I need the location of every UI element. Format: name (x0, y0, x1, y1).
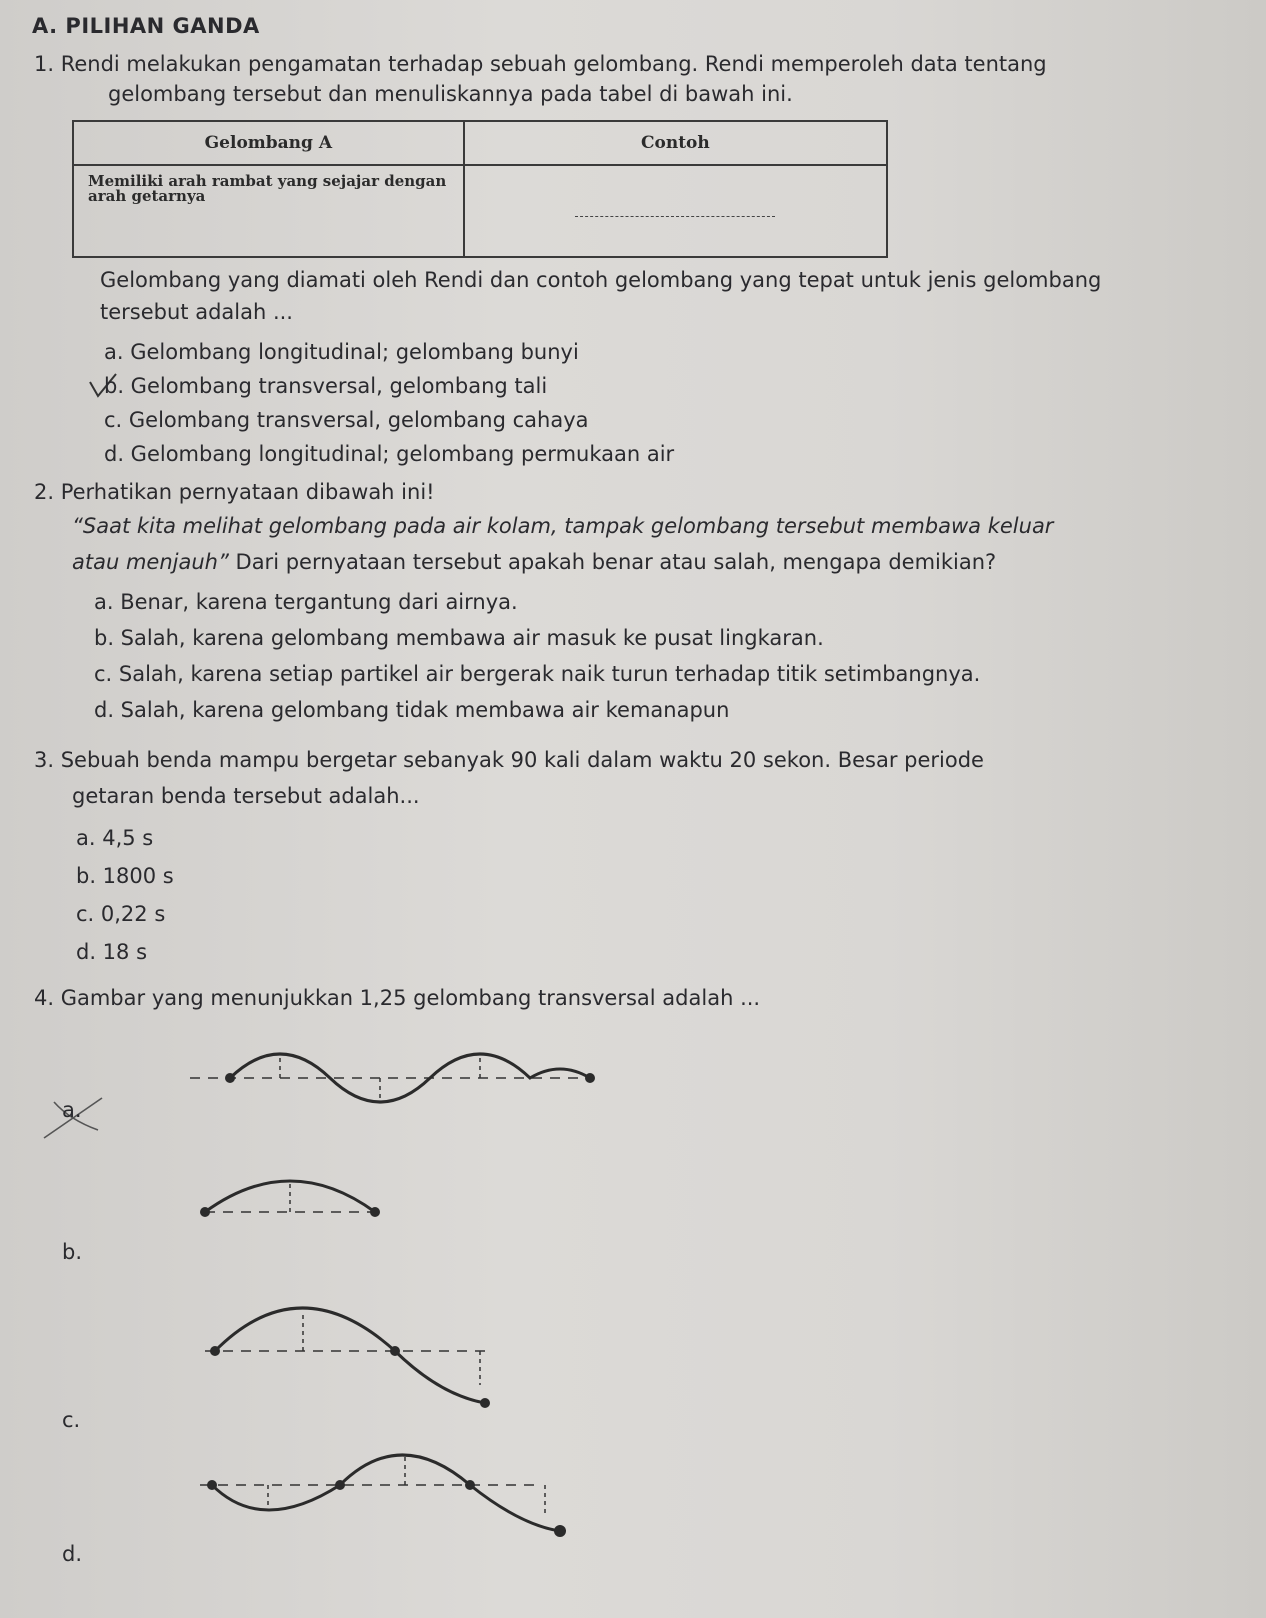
q2-line1: 2. Perhatikan pernyataan dibawah ini! (34, 480, 435, 504)
q1-option-a: a. Gelombang longitudinal; gelombang bunyi (104, 340, 579, 364)
table-cell-left: Memiliki arah rambat yang sejajar dengan arah getarnya (73, 165, 464, 257)
q1-option-b: b. Gelombang transversal, gelombang tali (104, 374, 548, 398)
q2-option-d: d. Salah, karena gelombang tidak membawa air kemanapun (94, 698, 730, 722)
q1-after1: Gelombang yang diamati oleh Rendi dan contoh gelombang yang tepat untuk jenis gelombang (100, 268, 1102, 292)
wave-figure-d (200, 1435, 580, 1545)
q3-line2: getaran benda tersebut adalah... (72, 784, 420, 808)
q3-option-c: c. 0,22 s (76, 902, 166, 926)
q2-option-b: b. Salah, karena gelombang membawa air masuk ke pusat lingkaran. (94, 626, 824, 650)
table-header-right: Contoh (464, 121, 887, 165)
section-title: A. PILIHAN GANDA (32, 14, 260, 38)
q2-question: Dari pernyataan tersebut apakah benar atau salah, mengapa demikian? (228, 550, 997, 574)
q1-after2: tersebut adalah ... (100, 300, 293, 324)
answer-blank-line (575, 215, 775, 217)
q4-label-b: b. (62, 1240, 83, 1264)
q3-option-a: a. 4,5 s (76, 826, 154, 850)
q4-label-c: c. (62, 1408, 81, 1432)
table-cell-right (464, 165, 887, 257)
q2-quote-line2 (72, 550, 996, 574)
q1-line1: 1. Rendi melakukan pengamatan terhadap sebuah gelombang. Rendi memperoleh data tentang (34, 52, 1047, 76)
q4-label-d: d. (62, 1542, 83, 1566)
q3-option-b: b. 1800 s (76, 864, 174, 888)
q1-option-d: d. Gelombang longitudinal; gelombang permukaan air (104, 442, 675, 466)
q2-option-c: c. Salah, karena setiap partikel air bergerak naik turun terhadap titik setimbangnya. (94, 662, 981, 686)
q1-line2: gelombang tersebut dan menuliskannya pada tabel di bawah ini. (108, 82, 793, 106)
wave-figure-a (190, 1030, 600, 1120)
q3-line1: 3. Sebuah benda mampu bergetar sebanyak 90 kali dalam waktu 20 sekon. Besar periode (34, 748, 984, 772)
q4-label-a: a. (62, 1098, 82, 1122)
wave-figure-b (195, 1160, 395, 1230)
q2-quote-end: atau menjauh” (72, 550, 229, 574)
table-header-left: Gelombang A (73, 121, 464, 165)
q1-option-c: c. Gelombang transversal, gelombang cahaya (104, 408, 589, 432)
q3-option-d: d. 18 s (76, 940, 148, 964)
q2-quote-line1: “Saat kita melihat gelombang pada air kolam, tampak gelombang tersebut membawa keluar (72, 514, 1054, 538)
q4-line1: 4. Gambar yang menunjukkan 1,25 gelombang transversal adalah ... (34, 986, 761, 1010)
wave-figure-c (205, 1285, 505, 1425)
q2-option-a: a. Benar, karena tergantung dari airnya. (94, 590, 518, 614)
q1-table (72, 120, 888, 258)
